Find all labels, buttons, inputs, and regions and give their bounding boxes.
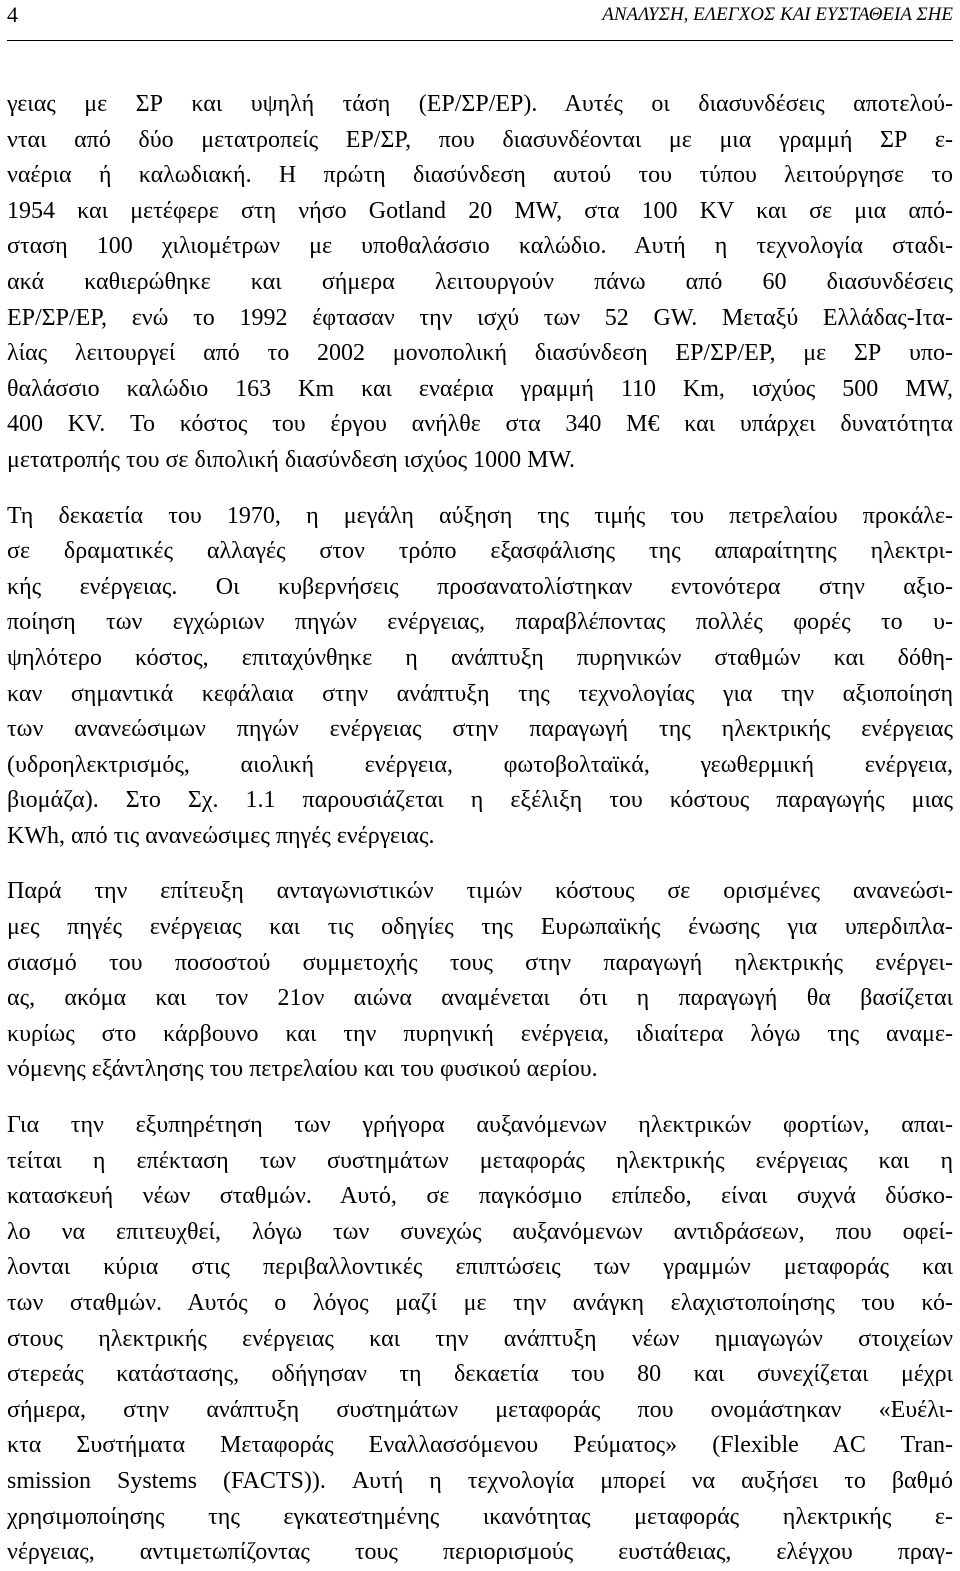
text-line: μετατροπής του σε διπολική διασύνδεση ισχύος 1000 MW. xyxy=(7,446,575,473)
text-line: λο να επιτευχθεί, λόγω των συνεχώς αυξανόμενων αντιδράσεων, που οφεί- xyxy=(7,1218,953,1245)
text-line: 1954 και μετέφερε στη νήσο Gotland 20 MW, στα 100 KV και σε μια από- xyxy=(7,197,953,224)
text-line: χρησιμοποίησης της εγκατεστημένης ικανότητας μεταφοράς ηλεκτρικής ε- xyxy=(7,1503,953,1530)
text-line: Τη δεκαετία του 1970, η μεγάλη αύξηση της τιμής του πετρελαίου προκάλε- xyxy=(7,502,953,529)
text-line: σήμερα, στην ανάπτυξη συστημάτων μεταφοράς που ονομάστηκαν «Ευέλι- xyxy=(7,1396,953,1423)
text-line: σιασμό του ποσοστού συμμετοχής τους στην παραγωγή ηλεκτρικής ενέργει- xyxy=(7,949,953,976)
paragraph-gap xyxy=(7,1088,953,1108)
text-line: σε δραματικές αλλαγές στον τρόπο εξασφάλισης της απαραίτητης ηλεκτρι- xyxy=(7,538,953,565)
text-line: (υδροηλεκτρισμός, αιολική ενέργεια, φωτοβολταϊκά, γεωθερμική ενέργεια, xyxy=(7,751,953,778)
page-number: 4 xyxy=(7,2,18,27)
text-line: λίας λειτουργεί από το 2002 μονοπολική διασύνδεση ΕΡ/ΣΡ/ΕΡ, με ΣΡ υπο- xyxy=(7,340,953,367)
text-line: κυρίως στο κάρβουνο και την πυρηνική ενέργεια, ιδιαίτερα λόγω της αναμε- xyxy=(7,1020,953,1047)
text-line: Για την εξυπηρέτηση των γρήγορα αυξανόμενων ηλεκτρικών φορτίων, απαι- xyxy=(7,1112,953,1139)
text-line: καν σημαντικά κεφάλαια στην ανάπτυξη της τεχνολογίας για την αξιοποίηση xyxy=(7,680,953,707)
text-line: κτα Συστήματα Μεταφοράς Εναλλασσόμενου Ρεύματος» (Flexible AC Tran- xyxy=(7,1432,953,1459)
text-line: μες πηγές ενέργειας και τις οδηγίες της Ευρωπαϊκής ένωσης για υπερδιπλα- xyxy=(7,914,953,941)
text-line: στους ηλεκτρικής ενέργειας και την ανάπτυξη νέων ημιαγωγών στοιχείων xyxy=(7,1325,953,1352)
text-line: ΕΡ/ΣΡ/ΕΡ, ενώ το 1992 έφτασαν την ισχύ των 52 GW. Μεταξύ Ελλάδας-Ιτα- xyxy=(7,304,953,331)
text-line: smission Systems (FACTS)). Αυτή η τεχνολογία μπορεί να αυξήσει το βαθμό xyxy=(7,1467,953,1494)
text-line: ποίηση των εγχώριων πηγών ενέργειας, παραβλέποντας πολλές φορές το υ- xyxy=(7,609,953,636)
text-line: θαλάσσιο καλώδιο 163 Km και εναέρια γραμμή 110 Km, ισχύος 500 MW, xyxy=(7,375,953,402)
paragraph-gap xyxy=(7,854,953,874)
text-line: ακά καθιερώθηκε και σήμερα λειτουργούν πάνω από 60 διασυνδέσεις xyxy=(7,268,953,295)
text-line: ας, ακόμα και τον 21ον αιώνα αναμένεται ότι η παραγωγή θα βασίζεται xyxy=(7,985,953,1012)
text-line: τείται η επέκταση των συστημάτων μεταφοράς ηλεκτρικής ενέργειας και η xyxy=(7,1147,953,1174)
text-line: κατασκευή νέων σταθμών. Αυτό, σε παγκόσμιο επίπεδο, είναι συχνά δύσκο- xyxy=(7,1183,953,1210)
page-header xyxy=(7,0,953,41)
paragraph-facts xyxy=(7,1108,953,1571)
text-line: των ανανεώσιμων πηγών ενέργειας στην παραγωγή της ηλεκτρικής ενέργειας xyxy=(7,716,953,743)
text-line: βιομάζα). Στο Σχ. 1.1 παρουσιάζεται η εξέλιξη του κόστους παραγωγής μιας xyxy=(7,787,953,814)
text-line: κής ενέργειας. Οι κυβερνήσεις προσανατολίστηκαν εντονότερα στην αξιο- xyxy=(7,573,953,600)
paragraph-renewables-outlook xyxy=(7,874,953,1088)
text-line: 400 KV. Το κόστος του έργου ανήλθε στα 340 Μ€ και υπάρχει δυνατότητα xyxy=(7,411,953,438)
text-line: σταση 100 χιλιομέτρων με υποθαλάσσιο καλώδιο. Αυτή η τεχνολογία σταδι- xyxy=(7,233,953,260)
text-line: KWh, από τις ανανεώσιμες πηγές ενέργειας. xyxy=(7,822,435,849)
text-line: νται από δύο μετατροπείς ΕΡ/ΣΡ, που διασυνδέονται με μια γραμμή ΣΡ ε- xyxy=(7,126,953,153)
paragraph-oil-crisis xyxy=(7,499,953,855)
paragraph-hvdc-interconnections xyxy=(7,87,953,479)
text-line: νέργειας, αντιμετωπίζοντας τους περιορισμούς ευστάθειας, ελέγχου πραγ- xyxy=(7,1539,953,1566)
text-line: νόμενης εξάντλησης του πετρελαίου και του φυσικού αερίου. xyxy=(7,1056,598,1083)
text-line: ψηλότερο κόστος, επιταχύνθηκε η ανάπτυξη πυρηνικών σταθμών και δόθη- xyxy=(7,644,953,671)
text-line: στερεάς κατάστασης, οδήγησαν τη δεκαετία του 80 και συνεχίζεται μέχρι xyxy=(7,1361,953,1388)
text-line: Παρά την επίτευξη ανταγωνιστικών τιμών κόστους σε ορισμένες ανανεώσι- xyxy=(7,878,953,905)
text-line: ναέρια ή καλωδιακή. Η πρώτη διασύνδεση αυτού του τύπου λειτούργησε το xyxy=(7,162,953,189)
paragraph-gap xyxy=(7,479,953,499)
text-line: γειας με ΣΡ και υψηλή τάση (ΕΡ/ΣΡ/ΕΡ). Αυτές οι διασυνδέσεις αποτελού- xyxy=(7,91,953,117)
body-text xyxy=(7,87,953,1571)
running-title: ΑΝΑΛΥΣΗ, ΕΛΕΓΧΟΣ ΚΑΙ ΕΥΣΤΑΘΕΙΑ ΣΗΕ xyxy=(602,4,953,25)
text-line: λονται κύρια στις περιβαλλοντικές επιπτώσεις των γραμμών μεταφοράς και xyxy=(7,1254,953,1281)
text-line: των σταθμών. Αυτός ο λόγος μαζί με την ανάγκη ελαχιστοποίησης του κό- xyxy=(7,1290,953,1316)
